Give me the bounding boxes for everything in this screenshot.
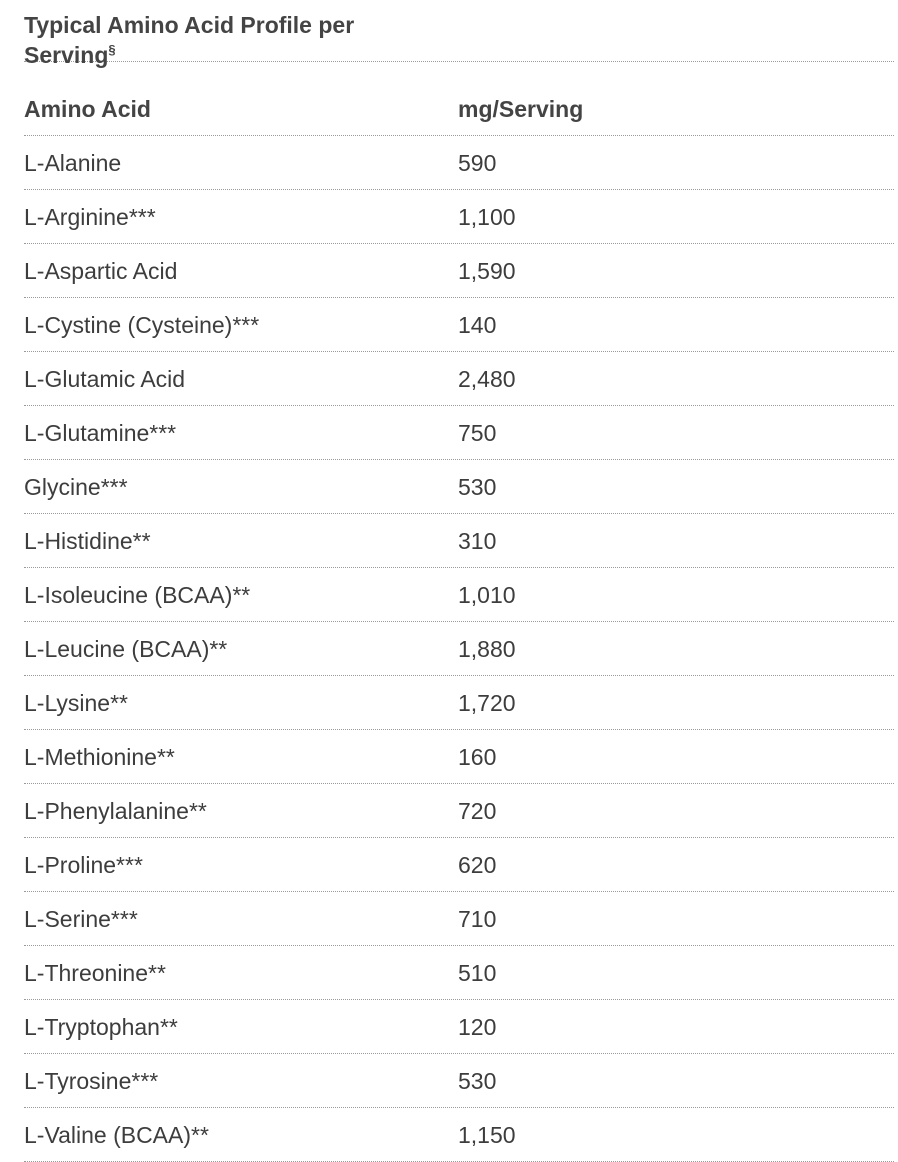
amino-acid-mg-value: 2,480 [458,366,516,392]
amino-acid-mg-value: 310 [458,528,497,554]
amino-acid-mg-value: 750 [458,420,497,446]
header-mg-serving: mg/Serving [458,96,584,122]
amino-acid-name: L-Lysine** [24,690,128,716]
amino-acid-mg-value: 620 [458,852,497,878]
amino-acid-name: L-Valine (BCAA)** [24,1122,209,1148]
table-body [24,136,894,1162]
amino-acid-mg-value: 1,880 [458,636,516,662]
amino-acid-name: L-Glutamine*** [24,420,177,446]
table-row [24,946,894,1000]
amino-acid-name: L-Alanine [24,150,122,176]
amino-acid-name: L-Histidine** [24,528,151,554]
amino-acid-name: L-Threonine** [24,960,166,986]
table-row [24,730,894,784]
amino-acid-mg-value: 590 [458,150,497,176]
amino-acid-mg-value: 120 [458,1014,497,1040]
table-row [24,568,894,622]
amino-acid-mg-value: 510 [458,960,497,986]
amino-acid-mg-value: 710 [458,906,497,932]
table-row [24,244,894,298]
amino-acid-name: L-Cystine (Cysteine)*** [24,312,260,338]
amino-acid-name: L-Isoleucine (BCAA)** [24,582,251,608]
amino-acid-mg-value: 140 [458,312,497,338]
amino-acid-mg-value: 720 [458,798,497,824]
table-row [24,676,894,730]
table-header-row [24,62,894,136]
amino-acid-name: L-Proline*** [24,852,143,878]
amino-acid-name: L-Methionine** [24,744,175,770]
amino-acid-name: L-Arginine*** [24,204,156,230]
table-row [24,838,894,892]
amino-acid-mg-value: 530 [458,1068,497,1094]
table-title-text: Typical Amino Acid Profile per Serving [24,12,355,68]
amino-acid-name: L-Tryptophan** [24,1014,178,1040]
table-row [24,1108,894,1162]
amino-acid-name: L-Leucine (BCAA)** [24,636,228,662]
amino-acid-mg-value: 530 [458,474,497,500]
table-title [24,0,894,68]
amino-acid-name: L-Aspartic Acid [24,258,178,284]
amino-acid-mg-value: 1,720 [458,690,516,716]
amino-acid-name: Glycine*** [24,474,128,500]
table-row [24,190,894,244]
amino-acid-name: L-Phenylalanine** [24,798,207,824]
amino-acid-mg-value: 1,100 [458,204,516,230]
table-row [24,514,894,568]
amino-acid-mg-value: 1,010 [458,582,516,608]
amino-acid-mg-value: 1,150 [458,1122,516,1148]
amino-acid-mg-value: 160 [458,744,497,770]
table-row [24,352,894,406]
header-amino-acid: Amino Acid [24,96,151,122]
amino-acid-name: L-Tyrosine*** [24,1068,159,1094]
amino-acid-name: L-Serine*** [24,906,138,932]
table-row [24,1054,894,1108]
amino-acid-table [24,0,894,1162]
table-row [24,622,894,676]
table-row [24,406,894,460]
table-row [24,460,894,514]
table-row [24,784,894,838]
amino-acid-name: L-Glutamic Acid [24,366,186,392]
table-row [24,892,894,946]
title-footnote-mark: § [108,42,116,57]
table-row [24,136,894,190]
amino-acid-mg-value: 1,590 [458,258,516,284]
table-row [24,298,894,352]
table-row [24,1000,894,1054]
